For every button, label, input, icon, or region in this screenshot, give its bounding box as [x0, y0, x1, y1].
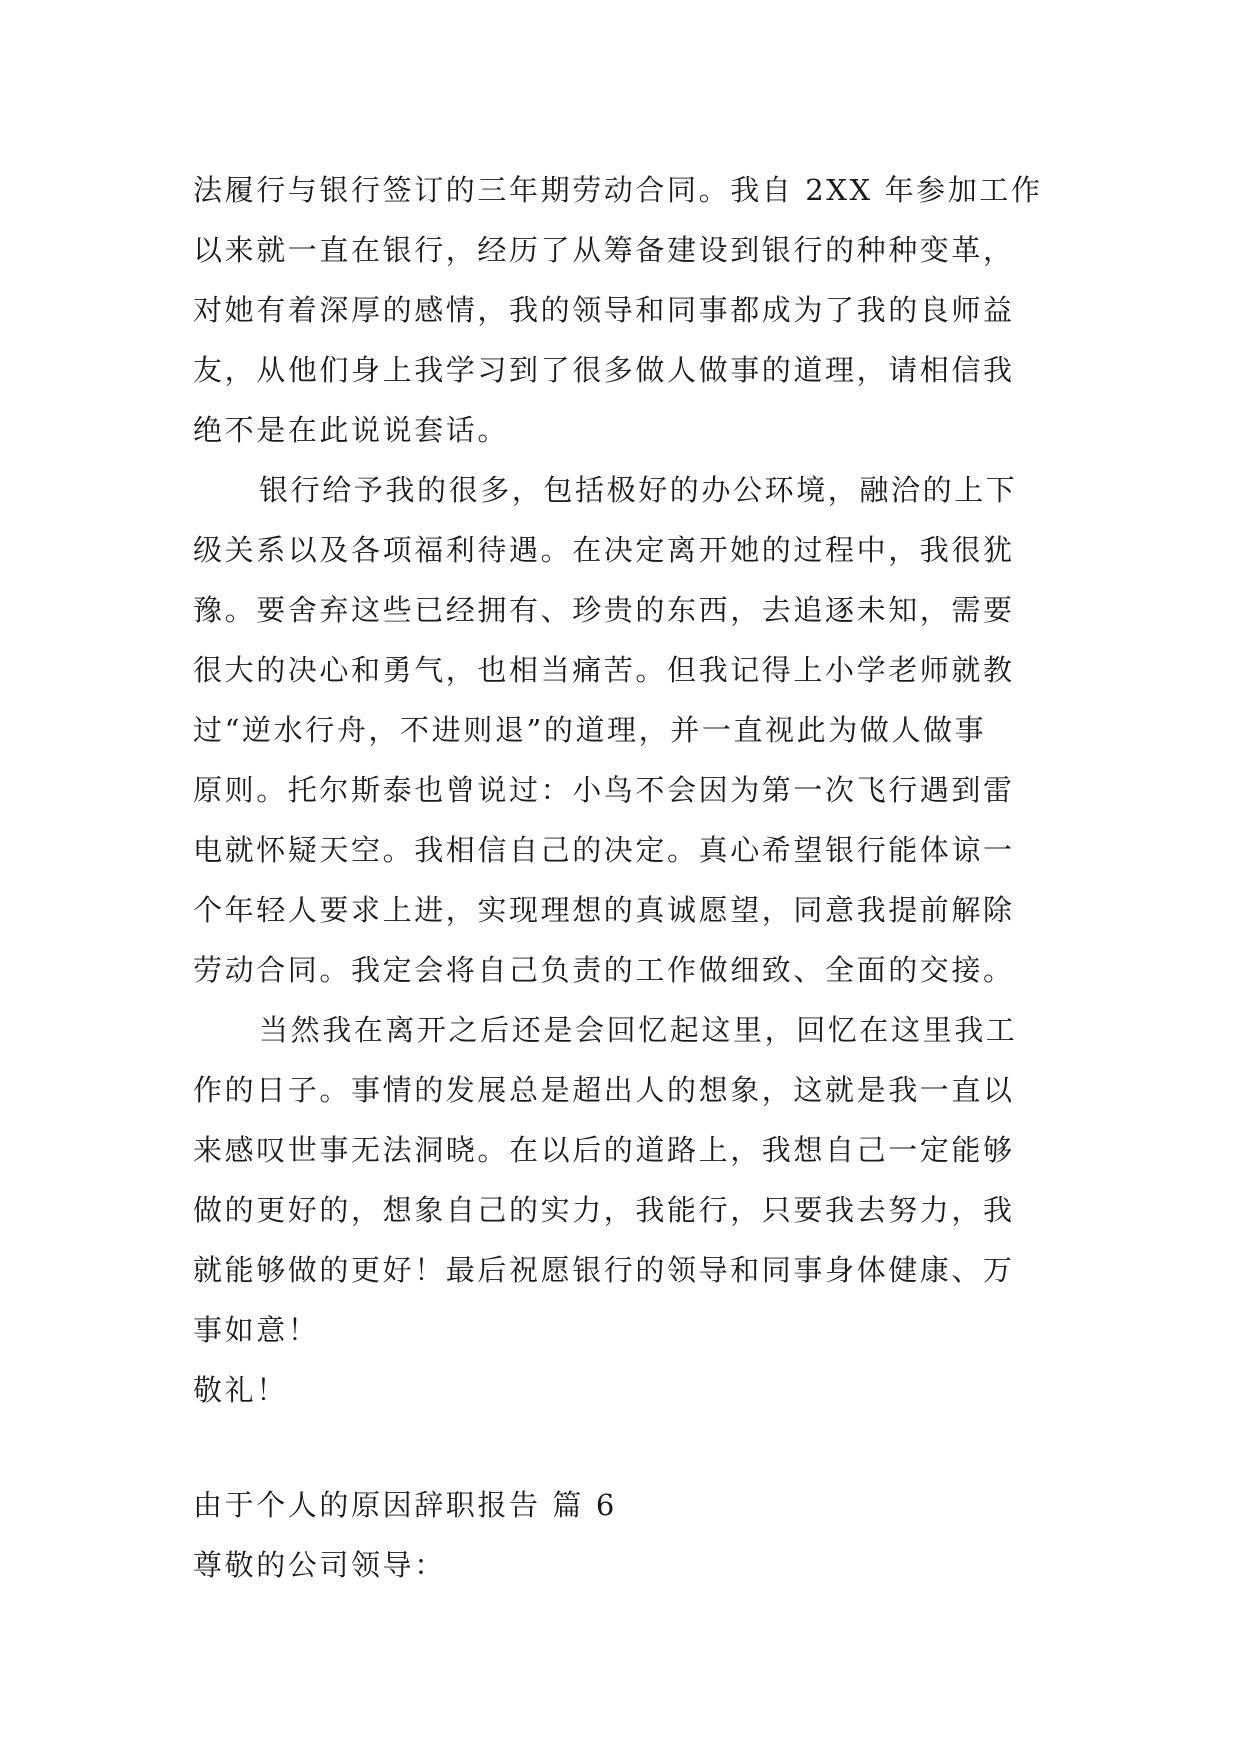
document-body	[193, 160, 1073, 1595]
text-line: 友，从他们身上我学习到了很多做人做事的道理，请相信我	[193, 353, 1015, 387]
text-line: 作的日子。事情的发展总是超出人的想象，这就是我一直以	[193, 1073, 1015, 1107]
text-line: 对她有着深厚的感情，我的领导和同事都成为了我的良师益	[193, 293, 1015, 327]
text-line: 来感叹世事无法洞晓。在以后的道路上，我想自己一定能够	[193, 1133, 1015, 1167]
text-line: 电就怀疑天空。我相信自己的决定。真心希望银行能体谅一	[193, 833, 1015, 867]
text-line: 就能够做的更好！最后祝愿银行的领导和同事身体健康、万	[193, 1253, 1015, 1287]
text-line: 很大的决心和勇气，也相当痛苦。但我记得上小学老师就教	[193, 653, 1015, 687]
closing-salutation: 敬礼！	[193, 1373, 288, 1407]
text-line: 劳动合同。我定会将自己负责的工作做细致、全面的交接。	[193, 953, 1015, 987]
section-title: 由于个人的原因辞职报告 篇 6	[193, 1488, 617, 1522]
paragraph-1	[193, 160, 1073, 460]
text-line: 豫。要舍弃这些已经拥有、珍贵的东西，去追逐未知，需要	[193, 593, 1015, 627]
text-line: 当然我在离开之后还是会回忆起这里，回忆在这里我工	[259, 1013, 1018, 1047]
text-line: 个年轻人要求上进，实现理想的真诚愿望，同意我提前解除	[193, 893, 1015, 927]
text-line: 原则。托尔斯泰也曾说过：小鸟不会因为第一次飞行遇到雷	[193, 773, 1015, 807]
text-line: 银行给予我的很多，包括极好的办公环境，融洽的上下	[259, 473, 1018, 507]
text-line: 以来就一直在银行，经历了从筹备建设到银行的种种变革，	[193, 233, 1015, 267]
paragraph-2	[193, 460, 1073, 1000]
text-line: 事如意！	[193, 1313, 320, 1347]
text-line: 级关系以及各项福利待遇。在决定离开她的过程中，我很犹	[193, 533, 1015, 567]
section-gap	[193, 1420, 1073, 1475]
greeting: 尊敬的公司领导：	[193, 1548, 446, 1582]
text-line: 做的更好的，想象自己的实力，我能行，只要我去努力，我	[193, 1193, 1015, 1227]
text-line: 过“逆水行舟，不进则退”的道理，并一直视此为做人做事	[193, 713, 987, 747]
text-line: 法履行与银行签订的三年期劳动合同。我自 2XX 年参加工作	[193, 173, 1043, 207]
text-line: 绝不是在此说说套话。	[193, 413, 510, 447]
paragraph-3	[193, 1000, 1073, 1360]
